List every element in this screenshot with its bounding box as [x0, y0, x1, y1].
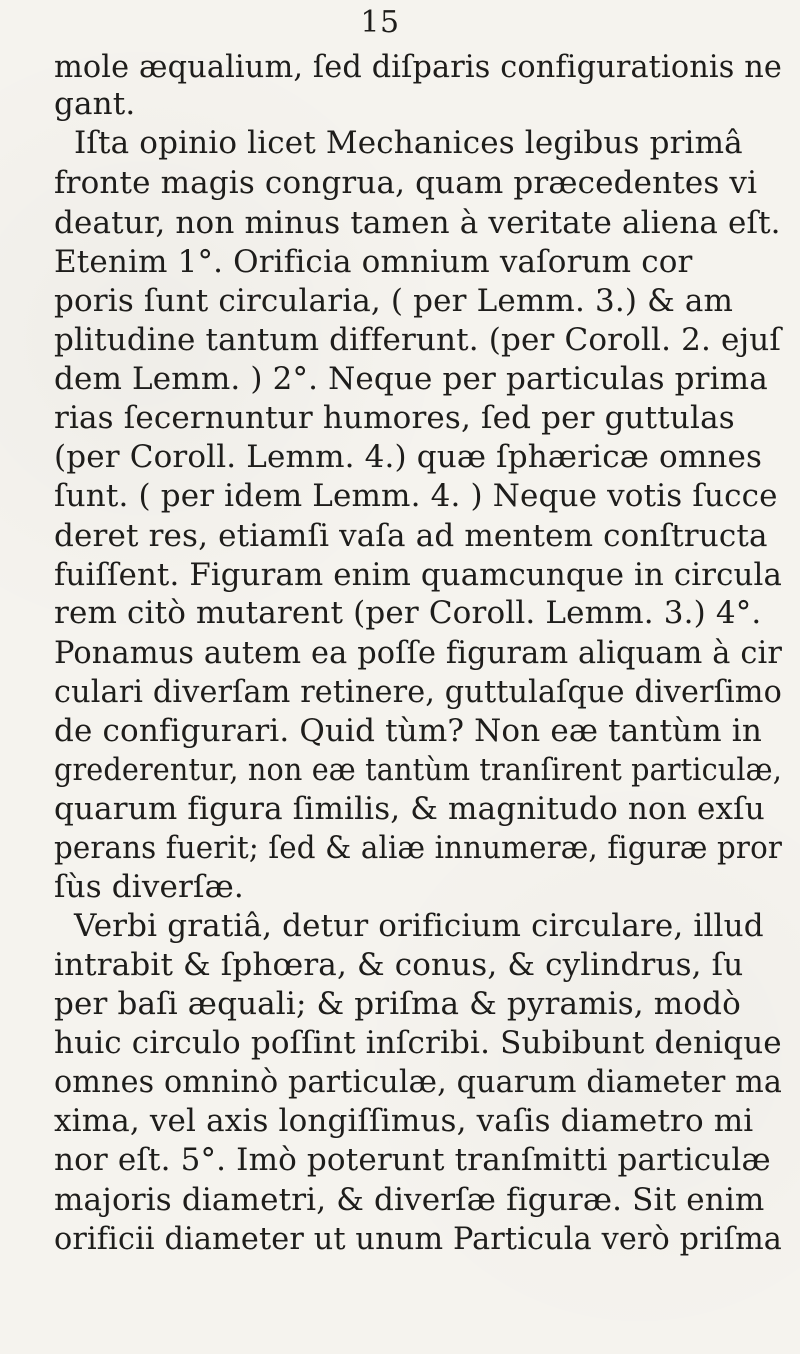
- text-line: Etenim 1°. Orificia omnium vaſorum cor: [54, 244, 693, 280]
- text-line: fuiſſent. Figuram enim quamcunque in circula: [54, 557, 782, 593]
- text-line: orificii diameter ut unum Particula verò priſma: [54, 1221, 782, 1257]
- text-line: quarum figura ſimilis, & magnitudo non exſu: [54, 791, 765, 827]
- text-line: deret res, etiamſi vaſa ad mentem conſtructa: [54, 518, 768, 554]
- text-line: intrabit & ſphœra, & conus, & cylindrus, ſu: [54, 947, 744, 983]
- text-line: dem Lemm. ) 2°. Neque per particulas prima: [54, 361, 768, 397]
- text-line: perans fuerit; ſed & aliæ innumeræ, figuræ pror: [54, 830, 782, 866]
- text-line: rias ſecernuntur humores, ſed per guttulas: [54, 400, 735, 436]
- text-line: culari diverſam retinere, guttulaſque diverſimo: [54, 674, 782, 710]
- text-line: mole æqualium, ſed diſparis configurationis ne: [54, 49, 782, 85]
- text-line: nor eſt. 5°. Imò poterunt tranſmitti particulæ: [54, 1142, 771, 1178]
- text-line: Iſta opinio licet Mechanices legibus primâ: [74, 125, 743, 161]
- text-line: gant.: [54, 86, 136, 122]
- text-line: Ponamus autem ea poſſe figuram aliquam à cir: [54, 635, 782, 671]
- text-line: de configurari. Quid tùm? Non eæ tantùm in: [54, 713, 762, 749]
- text-line: ſunt. ( per idem Lemm. 4. ) Neque votis ſucce: [54, 478, 778, 514]
- text-line: (per Coroll. Lemm. 4.) quæ ſphæricæ omnes: [54, 439, 763, 475]
- text-line: fronte magis congrua, quam præcedentes vi: [54, 165, 758, 201]
- page-number: 15: [360, 5, 400, 40]
- text-line: huic circulo poſſint inſcribi. Subibunt denique: [54, 1025, 782, 1061]
- text-line: ſùs diverſæ.: [54, 869, 244, 905]
- text-line: Verbi gratiâ, detur orificium circulare, illud: [74, 908, 764, 944]
- text-line: omnes omninò particulæ, quarum diameter ma: [54, 1064, 782, 1100]
- text-line: xima, vel axis longiſſimus, vaſis diametro mi: [54, 1103, 754, 1139]
- text-line: plitudine tantum differunt. (per Coroll. 2. ejuſ: [54, 322, 781, 358]
- text-line: rem citò mutarent (per Coroll. Lemm. 3.) 4°.: [54, 595, 762, 631]
- text-line: per baſi æquali; & priſma & pyramis, modò: [54, 986, 741, 1022]
- text-line: deatur, non minus tamen à veritate aliena eſt.: [54, 205, 781, 241]
- text-line: grederentur, non eæ tantùm tranſirent particulæ,: [54, 752, 782, 788]
- text-line: majoris diametri, & diverſæ figuræ. Sit enim: [54, 1182, 765, 1218]
- text-line: poris ſunt circularia, ( per Lemm. 3.) & am: [54, 283, 734, 319]
